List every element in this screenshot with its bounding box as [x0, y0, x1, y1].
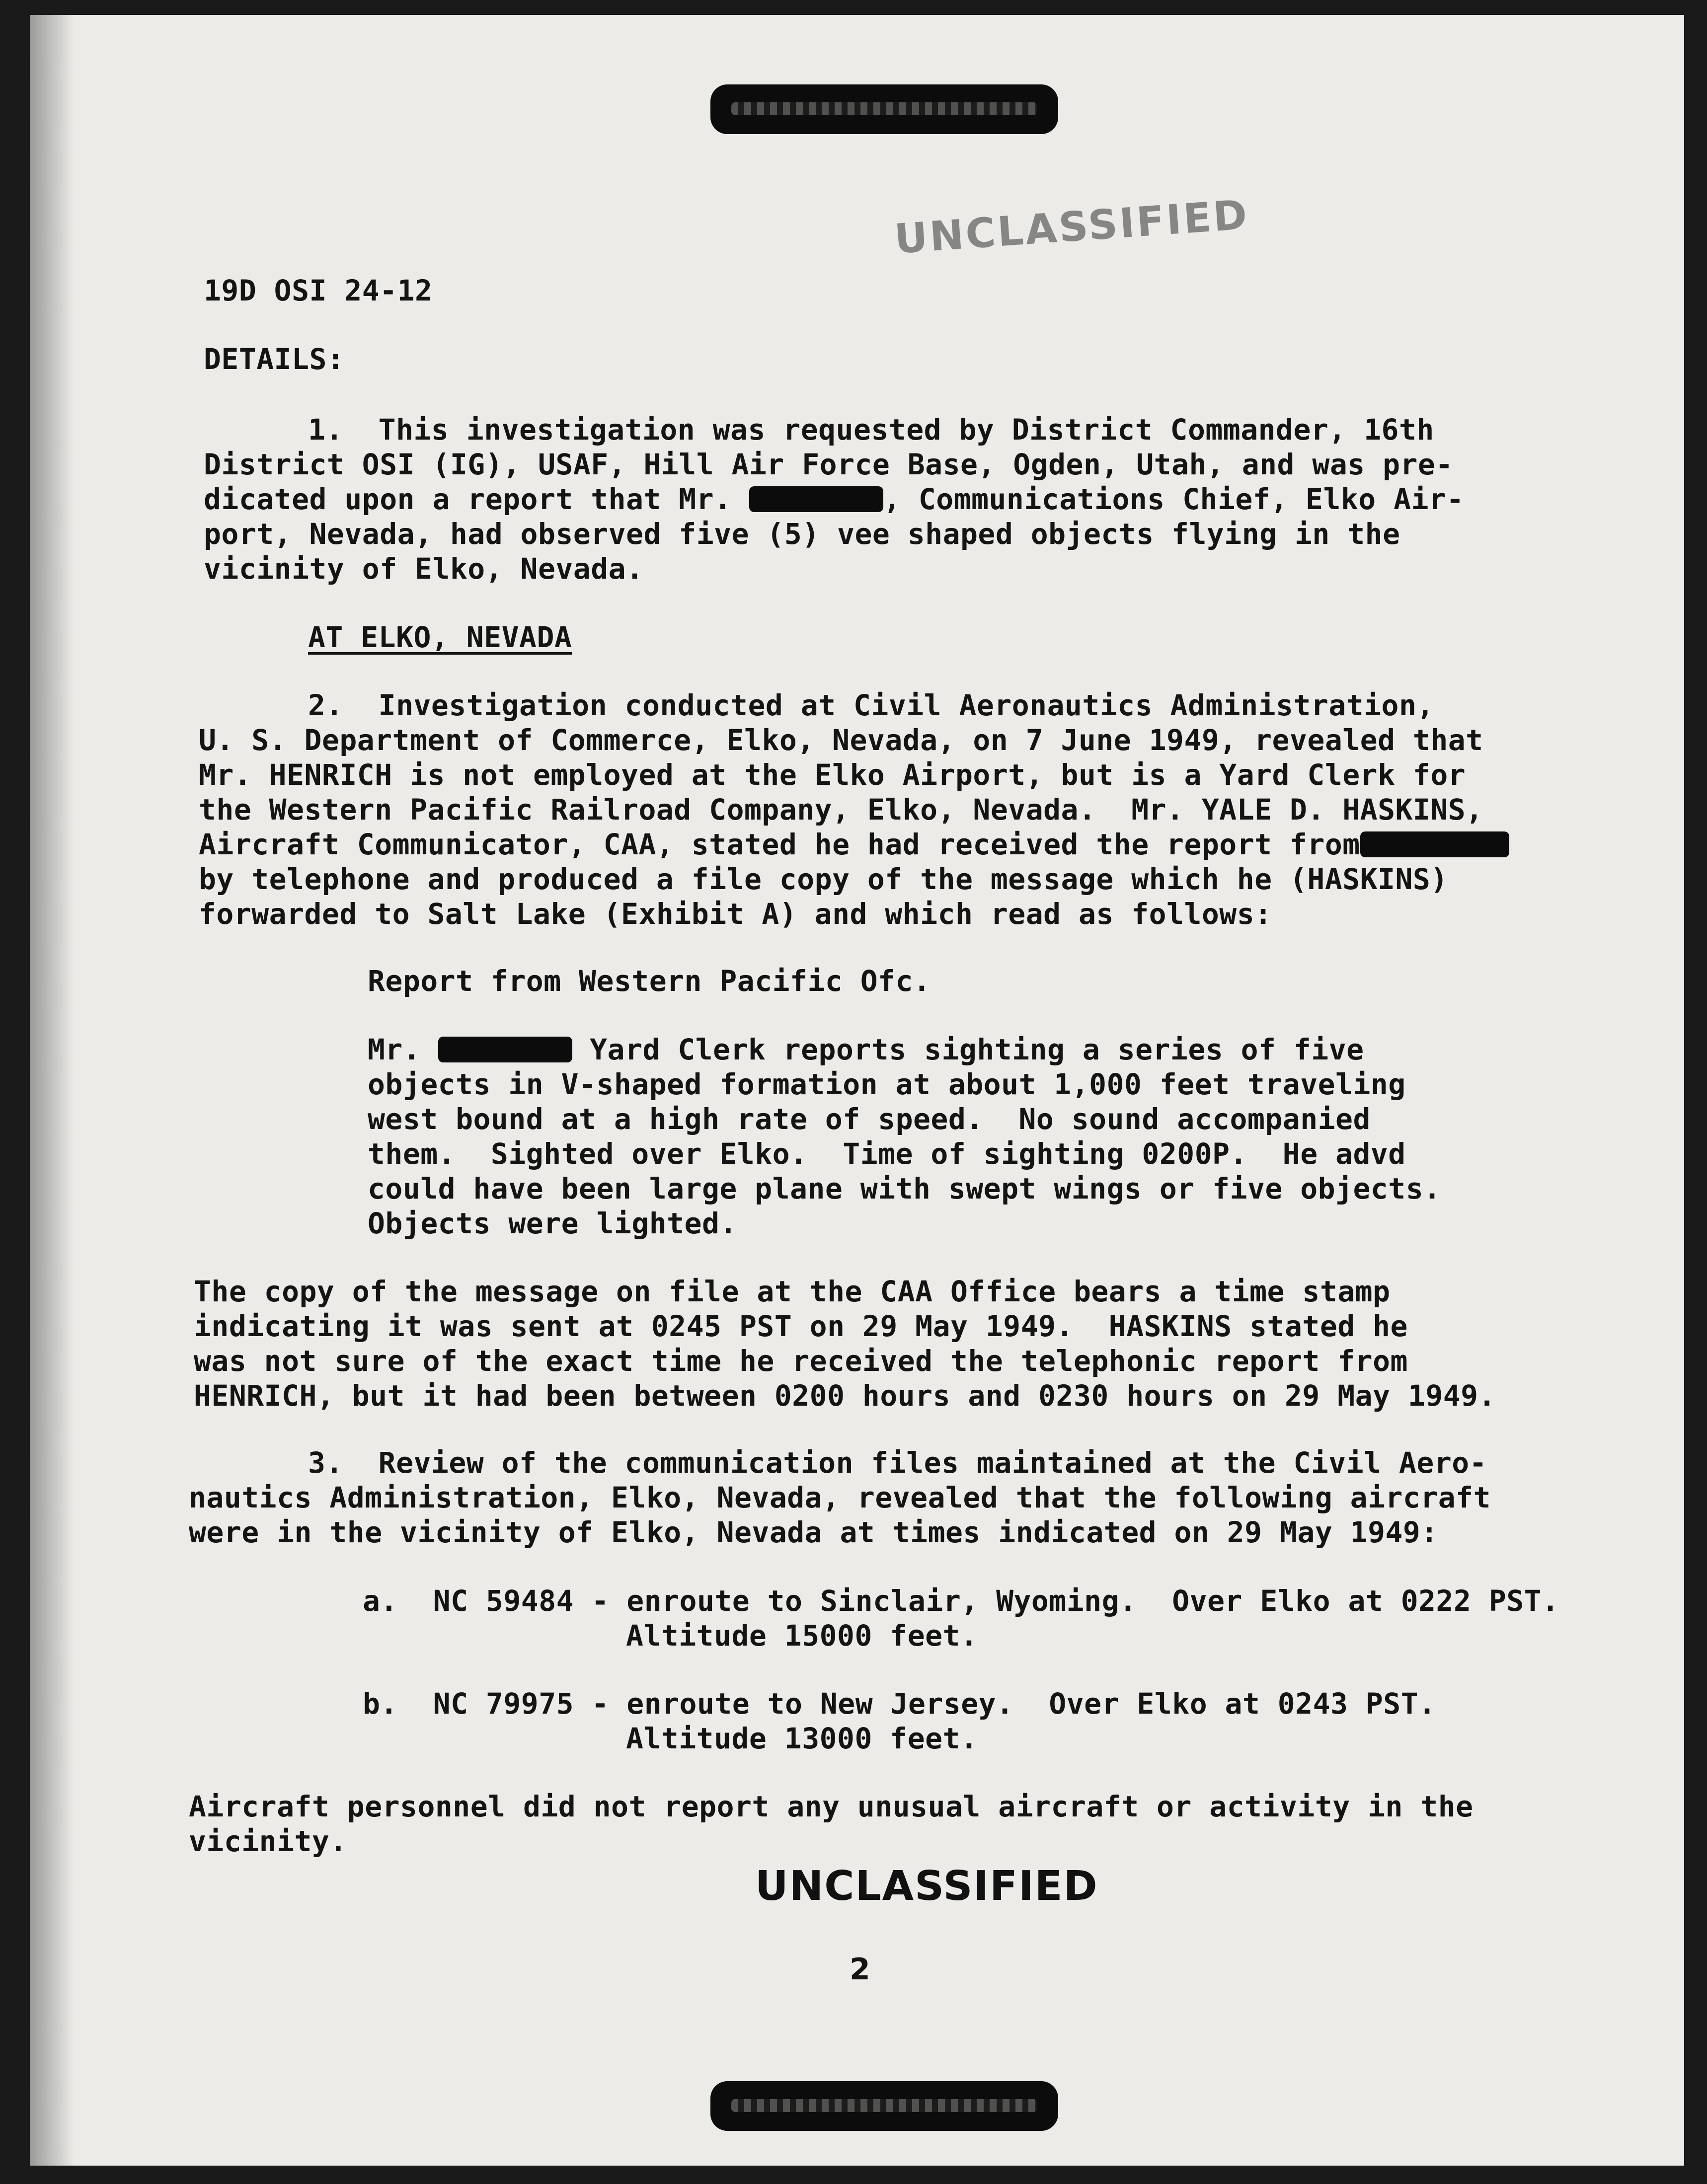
scan-edge-shadow	[30, 15, 75, 2166]
aircraft-b: b. NC 79975 - enroute to New Jersey. Over Elko at 0243 PST.	[363, 1687, 1436, 1721]
location-heading: AT ELKO, NEVADA	[308, 620, 572, 654]
top-redaction-bar	[710, 84, 1058, 134]
para1-line-5: vicinity of Elko, Nevada.	[204, 552, 644, 586]
message-line-3: west bound at a high rate of speed. No sound accompanied	[368, 1102, 1371, 1136]
para1-line-3-start: dicated upon a report that Mr.	[204, 482, 732, 516]
aircraft-a-altitude: Altitude 15000 feet.	[626, 1619, 978, 1653]
para2-line-1: 2. Investigation conducted at Civil Aeronautics Administration,	[308, 688, 1434, 722]
para2-line-3: Mr. HENRICH is not employed at the Elko Airport, but is a Yard Clerk for	[199, 758, 1466, 792]
message-line-6: Objects were lighted.	[368, 1206, 737, 1240]
page-number: 2	[850, 1952, 870, 1987]
closing-line-1: Aircraft personnel did not report any unusual aircraft or activity in the	[189, 1790, 1474, 1823]
para2-line-4: the Western Pacific Railroad Company, Elko, Nevada. Mr. YALE D. HASKINS,	[199, 793, 1483, 827]
unclassified-stamp-bottom: UNCLASSIFIED	[755, 1863, 1098, 1910]
details-heading: DETAILS:	[204, 342, 345, 376]
para1-line-3-end: , Communications Chief, Elko Air-	[883, 482, 1464, 516]
aircraft-a: a. NC 59484 - enroute to Sinclair, Wyoming. Over Elko at 0222 PST.	[363, 1584, 1559, 1618]
message-heading: Report from Western Pacific Ofc.	[368, 964, 931, 998]
message-line-5: could have been large plane with swept wings or five objects.	[368, 1172, 1441, 1205]
message-line-1-start: Mr.	[368, 1033, 421, 1066]
file-number: 19D OSI 24-12	[204, 274, 433, 307]
closing-line-2: vicinity.	[189, 1824, 347, 1858]
para2b-line-4: HENRICH, but it had been between 0200 hours and 0230 hours on 29 May 1949.	[194, 1379, 1496, 1413]
para3-line-1: 3. Review of the communication files maintained at the Civil Aero-	[308, 1446, 1487, 1480]
para2-line-2: U. S. Department of Commerce, Elko, Nevada, on 7 June 1949, revealed that	[199, 723, 1483, 757]
para2-line-7: forwarded to Salt Lake (Exhibit A) and which read as follows:	[199, 897, 1272, 931]
para2b-line-1: The copy of the message on file at the CAA Office bears a time stamp	[194, 1275, 1391, 1308]
para2b-line-2: indicating it was sent at 0245 PST on 29 May 1949. HASKINS stated he	[194, 1309, 1408, 1343]
redacted-name	[749, 486, 883, 512]
message-line-4: them. Sighted over Elko. Time of sighting 0200P. He advd	[368, 1137, 1406, 1171]
para1-line-4: port, Nevada, had observed five (5) vee shaped objects flying in the	[204, 517, 1400, 551]
message-line-1	[368, 1032, 1364, 1067]
message-line-1-end: Yard Clerk reports sighting a series of five	[572, 1033, 1364, 1066]
para3-line-3: were in the vicinity of Elko, Nevada at times indicated on 29 May 1949:	[189, 1515, 1438, 1549]
message-line-2: objects in V-shaped formation at about 1,000 feet traveling	[368, 1067, 1406, 1101]
para3-line-2: nautics Administration, Elko, Nevada, revealed that the following aircraft	[189, 1481, 1491, 1514]
para2-line-5	[199, 827, 1509, 862]
redacted-name	[1360, 831, 1509, 857]
para1-line-2: District OSI (IG), USAF, Hill Air Force Base, Ogden, Utah, and was pre-	[204, 448, 1453, 481]
para2b-line-3: was not sure of the exact time he received the telephonic report from	[194, 1344, 1408, 1378]
para2-line-5-text: Aircraft Communicator, CAA, stated he had received the report from	[199, 828, 1360, 861]
para2-line-6: by telephone and produced a file copy of the message which he (HASKINS)	[199, 862, 1448, 896]
redacted-name	[438, 1037, 572, 1062]
para1-line-1: 1. This investigation was requested by District Commander, 16th	[308, 413, 1434, 447]
para1-line-3	[204, 482, 1464, 517]
bottom-redaction-bar	[710, 2081, 1058, 2131]
aircraft-b-altitude: Altitude 13000 feet.	[626, 1722, 978, 1755]
document-page	[30, 15, 1684, 2166]
unclassified-stamp-top: UNCLASSIFIED	[893, 191, 1251, 263]
